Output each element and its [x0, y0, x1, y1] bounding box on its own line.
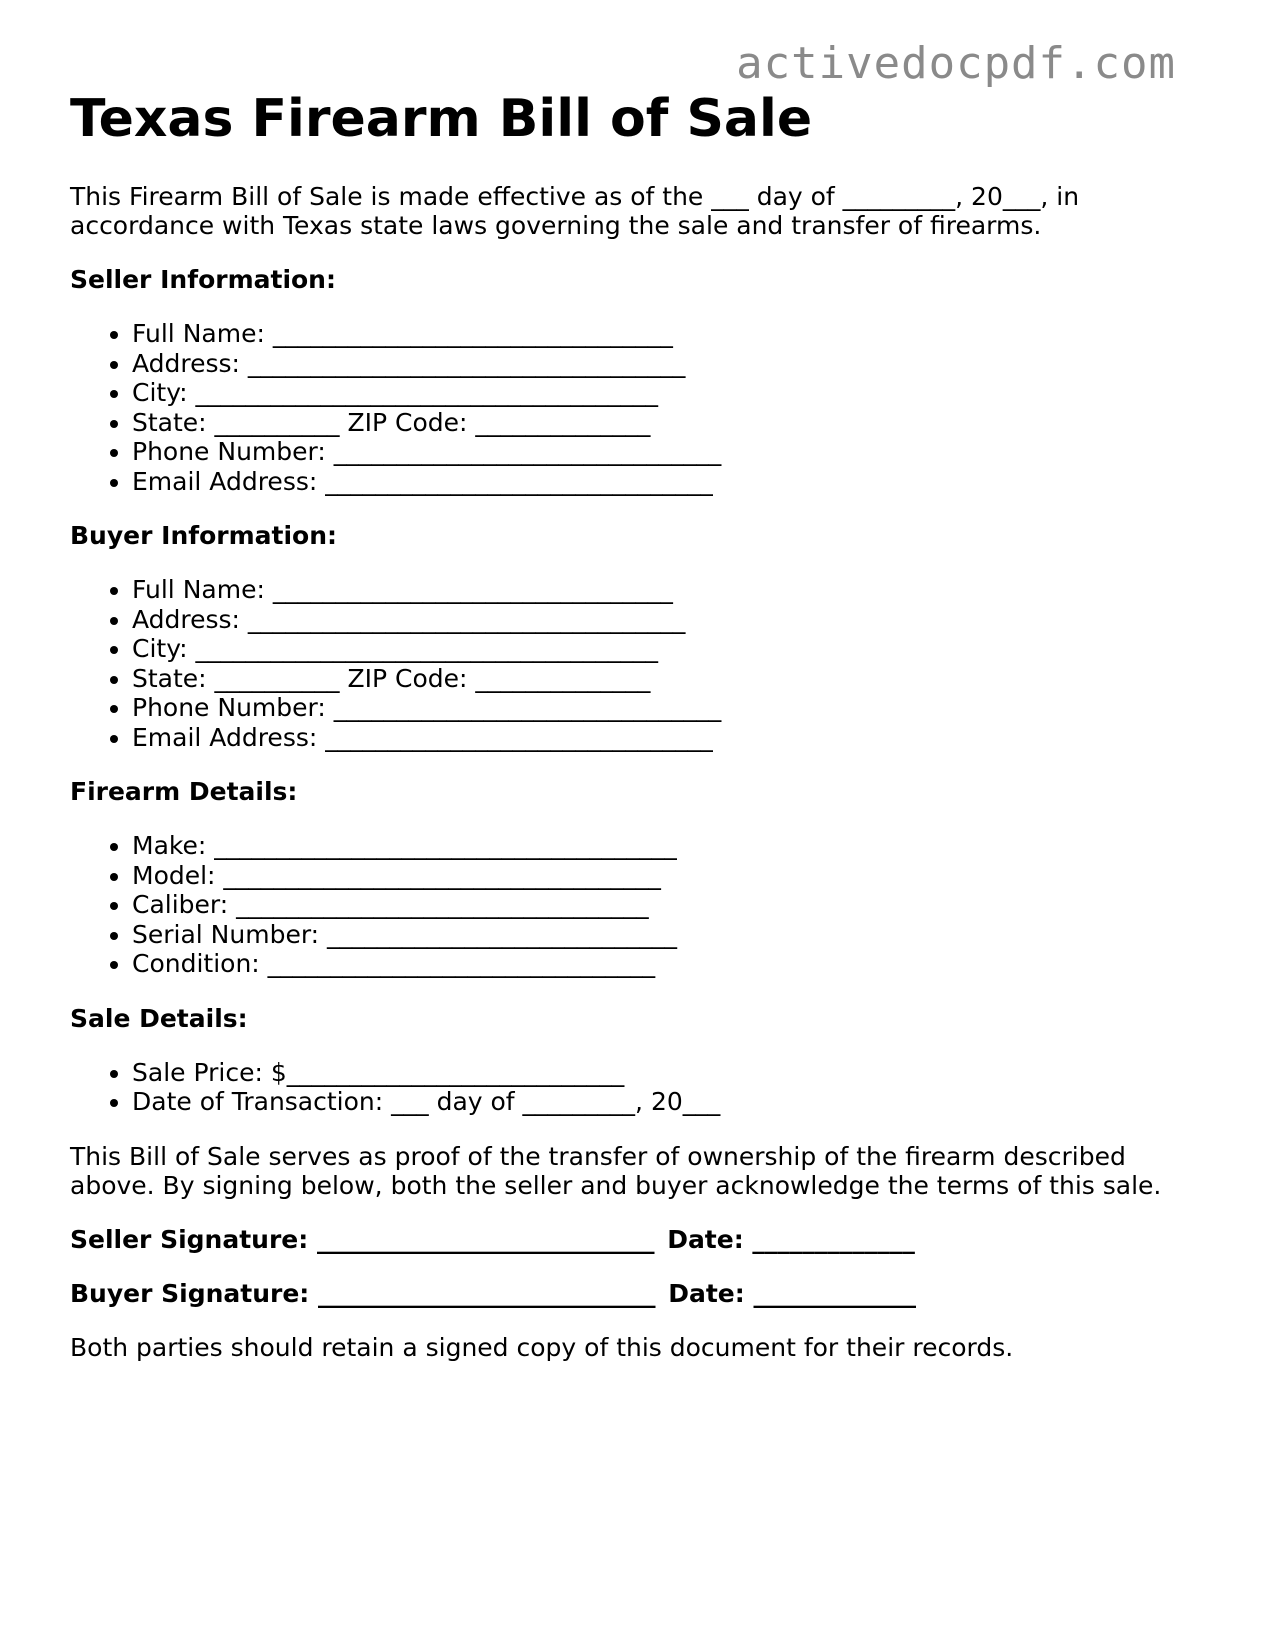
seller-state-zip-field: • State: __________ ZIP Code: ______________	[132, 408, 1190, 438]
watermark: activedocpdf.com	[736, 38, 1176, 89]
buyer-email-field: • Email Address: _______________________________	[132, 723, 1190, 753]
buyer-signature-label: Buyer Signature: ___________________________	[70, 1278, 656, 1308]
buyer-heading: Buyer Information:	[70, 521, 338, 550]
buyer-signature-date: Date: _____________	[668, 1278, 916, 1308]
seller-full-name-field: • Full Name: ________________________________	[132, 319, 1190, 349]
buyer-full-name-field: • Full Name: ________________________________	[132, 575, 1190, 605]
firearm-condition-field: • Condition: _______________________________	[132, 949, 1190, 979]
sale-price-field: • Sale Price: $___________________________	[132, 1058, 1190, 1088]
seller-heading: Seller Information:	[70, 265, 336, 294]
seller-signature-label: Seller Signature: ___________________________	[70, 1224, 655, 1254]
buyer-state-zip-field: • State: __________ ZIP Code: ______________	[132, 664, 1190, 694]
intro-paragraph: This Firearm Bill of Sale is made effective as of the ___ day of _________, 20___, in accordance with Texas state laws governing the sale and transfer of firearms.	[70, 182, 1080, 240]
firearm-model-field: • Model: ___________________________________	[132, 861, 1190, 891]
buyer-signature-line	[70, 1279, 1190, 1308]
seller-city-field: • City: _____________________________________	[132, 378, 1190, 408]
firearm-list	[70, 831, 1190, 979]
seller-address-field: • Address: ___________________________________	[132, 349, 1190, 379]
page-title: Texas Firearm Bill of Sale	[70, 89, 813, 149]
document-page	[70, 88, 1190, 1362]
firearm-heading: Firearm Details:	[70, 777, 298, 806]
seller-signature-date: Date: _____________	[667, 1224, 915, 1254]
seller-phone-field: • Phone Number: _______________________________	[132, 437, 1190, 467]
closing-paragraph: This Bill of Sale serves as proof of the transfer of ownership of the firearm described above. By signing below, both the seller and buyer acknowledge the terms of this sale.	[70, 1141, 1162, 1200]
sale-date-field: • Date of Transaction: ___ day of _________, 20___	[132, 1087, 1190, 1117]
seller-signature-line	[70, 1225, 1190, 1254]
firearm-caliber-field: • Caliber: _________________________________	[132, 890, 1190, 920]
firearm-serial-field: • Serial Number: ____________________________	[132, 920, 1190, 950]
sale-heading: Sale Details:	[70, 1003, 248, 1033]
sale-list	[70, 1058, 1190, 1117]
buyer-list	[70, 575, 1190, 752]
buyer-address-field: • Address: ___________________________________	[132, 605, 1190, 635]
seller-list	[70, 319, 1190, 496]
firearm-make-field: • Make: _____________________________________	[132, 831, 1190, 861]
final-note: Both parties should retain a signed copy of this document for their records.	[70, 1332, 1014, 1362]
seller-email-field: • Email Address: _______________________________	[132, 467, 1190, 497]
buyer-phone-field: • Phone Number: _______________________________	[132, 693, 1190, 723]
buyer-city-field: • City: _____________________________________	[132, 634, 1190, 664]
